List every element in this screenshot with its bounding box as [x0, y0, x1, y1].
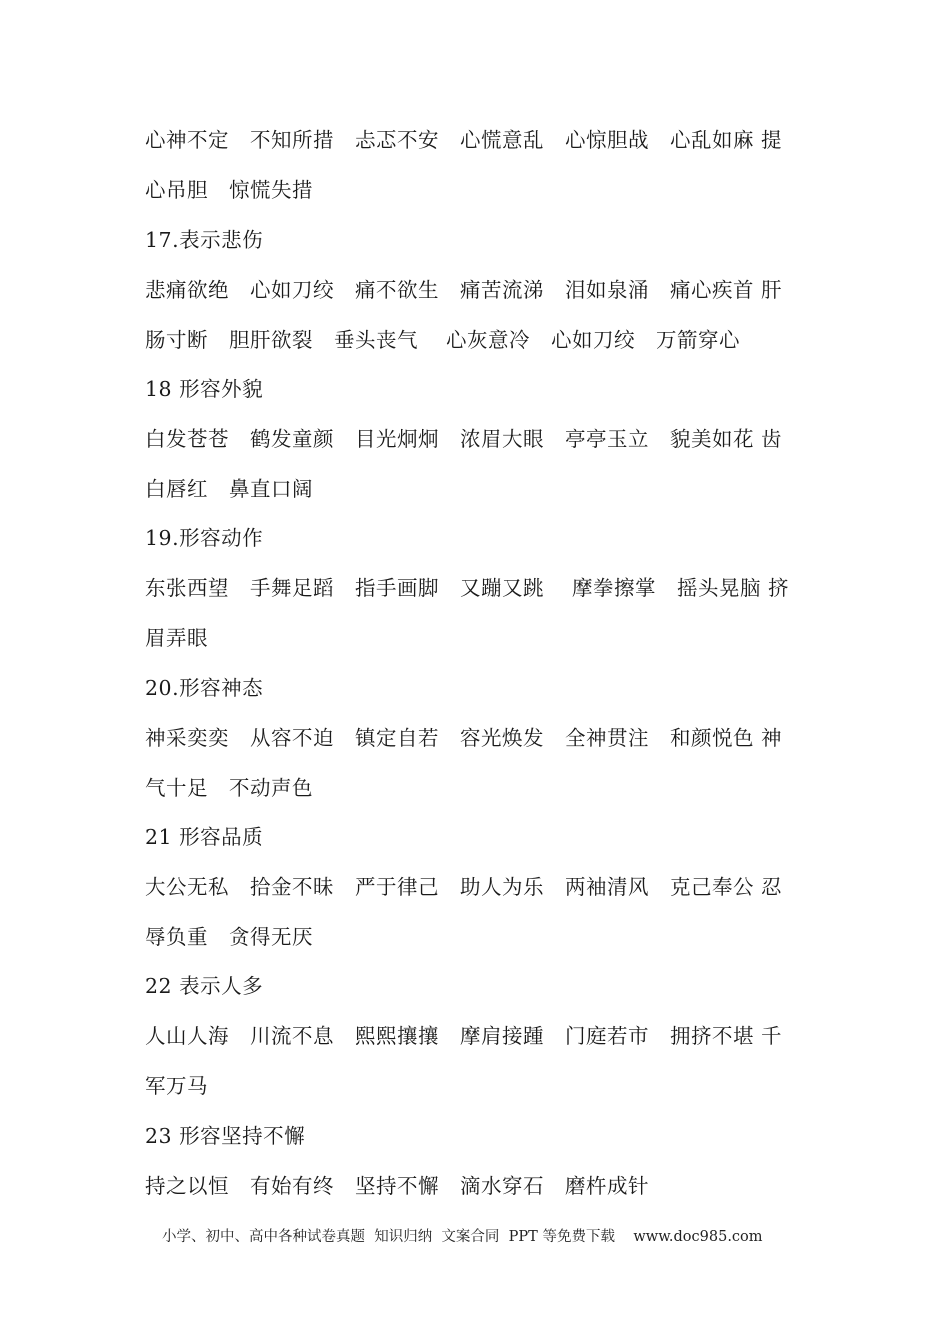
text-line: 心神不定 不知所措 忐忑不安 心慌意乱 心惊胆战 心乱如麻 提: [145, 128, 783, 152]
text-line: 白唇红 鼻直口阔: [145, 477, 313, 501]
text-line: 辱负重 贪得无厌: [145, 925, 313, 949]
page-footer: 小学、初中、高中各种试卷真题 知识归纳 文案合同 PPT 等免费下载 www.doc985.com: [162, 1229, 763, 1245]
text-line: 人山人海 川流不息 熙熙攘攘 摩肩接踵 门庭若市 拥挤不堪 千: [145, 1024, 783, 1048]
text-line: 白发苍苍 鹤发童颜 目光炯炯 浓眉大眼 亭亭玉立 貌美如花 齿: [145, 427, 783, 451]
section-heading: 22 表示人多: [145, 974, 264, 998]
section-heading: 18 形容外貌: [145, 377, 264, 401]
text-line: 大公无私 拾金不昧 严于律己 助人为乐 两袖清风 克己奉公 忍: [145, 875, 783, 899]
text-line: 军万马: [145, 1074, 208, 1098]
text-line: 东张西望 手舞足蹈 指手画脚 又蹦又跳 摩拳擦掌 摇头晃脑 挤: [145, 576, 790, 600]
text-line: 持之以恒 有始有终 坚持不懈 滴水穿石 磨杵成针: [145, 1174, 649, 1198]
text-line: 肠寸断 胆肝欲裂 垂头丧气 心灰意冷 心如刀绞 万箭穿心: [145, 328, 741, 352]
section-heading: 21 形容品质: [145, 825, 264, 849]
text-line: 神采奕奕 从容不迫 镇定自若 容光焕发 全神贯注 和颜悦色 神: [145, 726, 783, 750]
text-line: 心吊胆 惊慌失措: [145, 178, 313, 202]
section-heading: 17.表示悲伤: [145, 228, 264, 252]
text-line: 气十足 不动声色: [145, 776, 313, 800]
section-heading: 19.形容动作: [145, 526, 264, 550]
section-heading: 23 形容坚持不懈: [145, 1124, 306, 1148]
text-line: 悲痛欲绝 心如刀绞 痛不欲生 痛苦流涕 泪如泉涌 痛心疾首 肝: [145, 278, 783, 302]
text-line: 眉弄眼: [145, 626, 208, 650]
section-heading: 20.形容神态: [145, 676, 264, 700]
